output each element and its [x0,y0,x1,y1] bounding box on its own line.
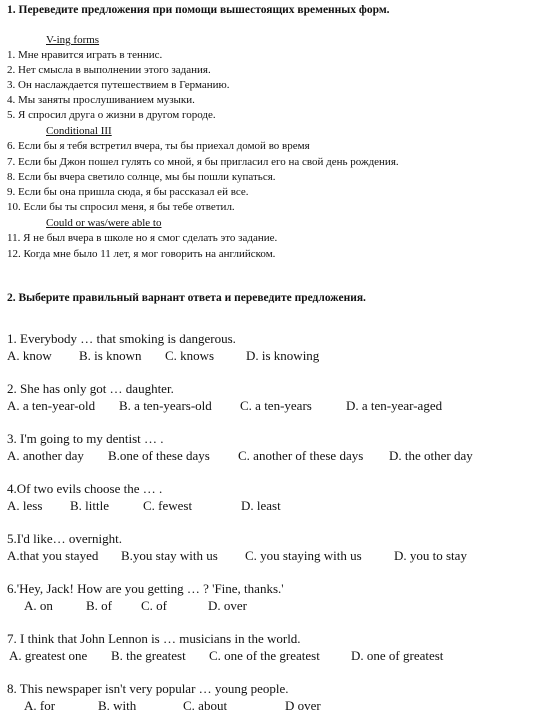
answer-option-b[interactable]: B.one of these days [108,448,210,463]
list-item: 2. Нет смысла в выполнении этого задания. [7,64,211,76]
answer-option-a[interactable]: A. less [7,498,43,513]
answer-option-b[interactable]: B. little [70,498,109,513]
answer-option-b[interactable]: B. of [86,598,112,613]
question-text: 6.'Hey, Jack! How are you getting … ? 'Fine, thanks.' [7,581,284,596]
answer-option-b[interactable]: B. the greatest [111,648,186,663]
question-text: 2. She has only got … daughter. [7,381,174,396]
answer-option-d[interactable]: D. the other day [389,448,473,463]
answer-option-a[interactable]: A. on [24,598,53,613]
answer-option-b[interactable]: B. with [98,698,137,713]
answer-option-c[interactable]: C. a ten-years [240,398,312,413]
list-item: 4. Мы заняты прослушиванием музыки. [7,94,195,106]
answer-option-d[interactable]: D. a ten-year-aged [346,398,443,413]
answer-option-c[interactable]: C. another of these days [238,448,364,463]
answer-option-d[interactable]: D. least [241,498,281,513]
group-heading-could: Could or was/were able to [46,217,162,229]
list-item: 12. Когда мне было 11 лет, я мог говорить на английском. [7,248,276,260]
answer-option-b[interactable]: B.you stay with us [121,548,218,563]
answer-option-a[interactable]: A. another day [7,448,84,463]
list-item: 8. Если бы вчера светило солнце, мы бы пошли купаться. [7,171,276,183]
answer-option-d[interactable]: D. one of greatest [351,648,444,663]
answer-option-d[interactable]: D. over [208,598,247,613]
question-text: 8. This newspaper isn't very popular … young people. [7,681,289,696]
question-text: 3. I'm going to my dentist … . [7,431,164,446]
question-text: 7. I think that John Lennon is … musicians in the world. [7,631,301,646]
group-heading-conditional: Conditional III [46,125,112,137]
question-text: 4.Of two evils choose the … . [7,481,163,496]
list-item: 9. Если бы она пришла сюда, я бы рассказал ей все. [7,186,249,198]
list-item: 6. Если бы я тебя встретил вчера, ты бы приехал домой во время [7,140,310,152]
answer-option-c[interactable]: C. about [183,698,228,713]
answer-option-d[interactable]: D. you to stay [394,548,467,563]
question-text: 1. Everybody … that smoking is dangerous. [7,331,236,346]
answer-option-d[interactable]: D. is knowing [246,348,320,363]
answer-option-b[interactable]: B. a ten-years-old [119,398,212,413]
answer-option-c[interactable]: C. of [141,598,167,613]
answer-option-a[interactable]: A. greatest one [9,648,88,663]
answer-option-b[interactable]: B. is known [79,348,142,363]
list-item: 10. Если бы ты спросил меня, я бы тебе ответил. [7,201,235,213]
list-item: 5. Я спросил друга о жизни в другом городе. [7,109,216,121]
answer-option-c[interactable]: C. you staying with us [245,548,362,563]
answer-option-a[interactable]: A.that you stayed [7,548,99,563]
answer-option-c[interactable]: C. fewest [143,498,193,513]
answer-option-c[interactable]: C. knows [165,348,215,363]
answer-option-a[interactable]: A. know [7,348,52,363]
question-text: 5.I'd like… overnight. [7,531,122,546]
list-item: 11. Я не был вчера в школе но я смог сделать это задание. [7,232,278,244]
list-item: 1. Мне нравится играть в теннис. [7,49,163,61]
answer-option-a[interactable]: A. a ten-year-old [7,398,96,413]
answer-option-d[interactable]: D over [285,698,321,713]
section2-title: 2. Выберите правильный варнант ответа и переведите предложения. [7,292,366,304]
list-item: 3. Он наслаждается путешествием в Германию. [7,79,230,91]
section1-title: 1. Переведите предложения при помощи вышестоящих временных форм. [7,4,390,16]
list-item: 7. Если бы Джон пошел гулять со мной, я бы пригласил его на свой день рождения. [7,156,399,168]
answer-option-c[interactable]: C. one of the greatest [209,648,320,663]
group-heading-ving: V-ing forms [46,34,100,46]
answer-option-a[interactable]: A. for [24,698,56,713]
